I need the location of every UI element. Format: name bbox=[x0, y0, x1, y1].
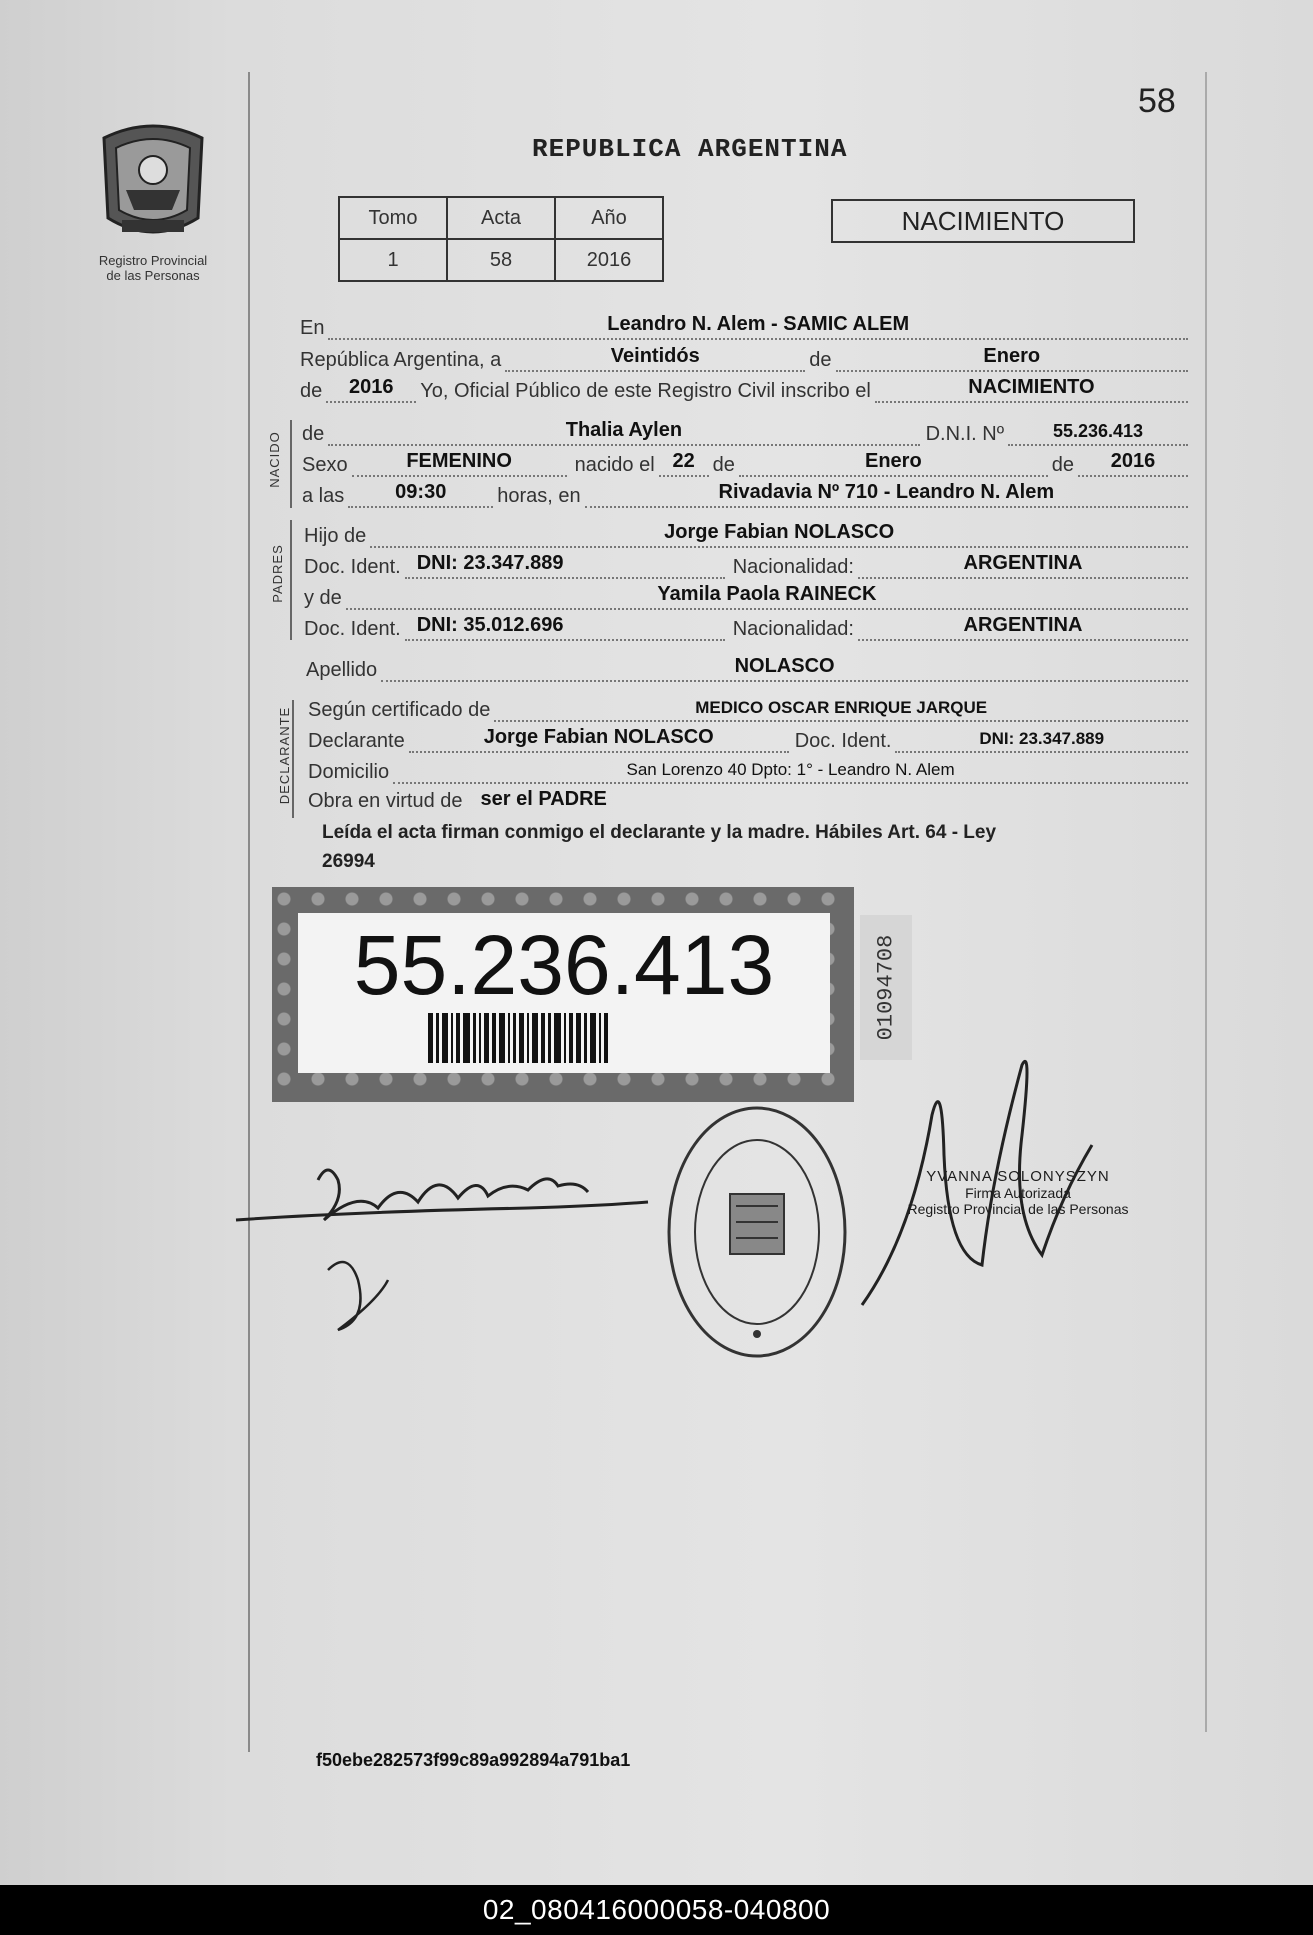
label-y-de: y de bbox=[304, 587, 342, 609]
barcode-bar bbox=[599, 1013, 601, 1063]
barcode-bar bbox=[532, 1013, 538, 1063]
barcode-bar bbox=[499, 1013, 505, 1063]
row-segun bbox=[308, 696, 1188, 722]
dni-sticker-label bbox=[298, 913, 830, 1073]
table-header-anio: Año bbox=[555, 197, 663, 239]
barcode-bar bbox=[473, 1013, 476, 1063]
value-dni: 55.236.413 bbox=[1052, 421, 1144, 441]
right-margin-line bbox=[1205, 72, 1207, 1732]
registry-table bbox=[338, 196, 664, 282]
row-obra bbox=[308, 789, 1188, 813]
value-madre-nac: ARGENTINA bbox=[963, 614, 1083, 636]
official-role: Firma Autorizada bbox=[965, 1185, 1071, 1201]
label-domicilio: Domicilio bbox=[308, 761, 390, 783]
barcode-bar bbox=[451, 1013, 453, 1063]
logo-caption-line2: de las Personas bbox=[106, 268, 200, 283]
closing-note-line2: 26994 bbox=[322, 851, 375, 872]
value-declarante: Jorge Fabian NOLASCO bbox=[483, 726, 714, 748]
dni-sticker-number: 55.236.413 bbox=[353, 918, 775, 1012]
barcode-bar bbox=[604, 1013, 608, 1063]
barcode-bar bbox=[519, 1013, 524, 1063]
label-nacido-el: nacido el bbox=[574, 454, 655, 476]
barcode-bar bbox=[569, 1013, 573, 1063]
value-hora: 09:30 bbox=[395, 481, 447, 503]
label-apellido: Apellido bbox=[306, 659, 378, 681]
label-doc-ident-padre: Doc. Ident. bbox=[304, 556, 401, 578]
label-de-mes-nac: de bbox=[712, 454, 735, 476]
table-header-tomo: Tomo bbox=[339, 197, 447, 239]
barcode-bar bbox=[463, 1013, 470, 1063]
barcode-bar bbox=[428, 1013, 433, 1063]
value-obra: ser el PADRE bbox=[480, 788, 607, 810]
label-nacionalidad-madre: Nacionalidad: bbox=[732, 618, 854, 640]
footer-bar bbox=[0, 1885, 1313, 1935]
registry-logo bbox=[92, 118, 214, 283]
padres-bracket bbox=[290, 520, 292, 640]
nacido-bracket bbox=[290, 420, 292, 508]
label-nacionalidad-padre: Nacionalidad: bbox=[732, 556, 854, 578]
document-title: REPUBLICA ARGENTINA bbox=[532, 134, 848, 164]
table-header-acta: Acta bbox=[447, 197, 555, 239]
page-number: 58 bbox=[1138, 82, 1176, 120]
barcode-bar bbox=[541, 1013, 545, 1063]
sticker-side-code-text: 01094708 bbox=[873, 934, 899, 1041]
barcode-bar bbox=[554, 1013, 561, 1063]
value-anio: 2016 bbox=[349, 376, 394, 398]
barcode-bar bbox=[584, 1013, 587, 1063]
value-sexo: FEMENINO bbox=[406, 450, 512, 472]
barcode-bar bbox=[590, 1013, 596, 1063]
row-declarante bbox=[308, 727, 1188, 753]
label-obra: Obra en virtud de bbox=[308, 790, 463, 812]
value-certificado: MEDICO OSCAR ENRIQUE JARQUE bbox=[695, 698, 988, 717]
barcode-bar bbox=[442, 1013, 448, 1063]
row-domicilio bbox=[308, 758, 1188, 784]
barcode-bar bbox=[576, 1013, 581, 1063]
label-de-mes: de bbox=[809, 349, 832, 371]
barcode-bar bbox=[508, 1013, 510, 1063]
value-padre: Jorge Fabian NOLASCO bbox=[664, 521, 895, 543]
value-anio-nac: 2016 bbox=[1110, 450, 1156, 472]
dni-sticker bbox=[272, 887, 854, 1102]
label-doc-ident-madre: Doc. Ident. bbox=[304, 618, 401, 640]
row-padre bbox=[304, 522, 1188, 548]
value-lugar: Leandro N. Alem - SAMIC ALEM bbox=[607, 313, 910, 335]
barcode bbox=[428, 1013, 718, 1063]
label-sexo: Sexo bbox=[302, 454, 348, 476]
barcode-bar bbox=[527, 1013, 529, 1063]
label-de-nombre: de bbox=[302, 423, 325, 445]
value-padre-doc: DNI: 23.347.889 bbox=[416, 552, 564, 574]
value-domicilio: San Lorenzo 40 Dpto: 1° - Leandro N. Alem bbox=[626, 760, 955, 779]
row-padre-doc bbox=[304, 553, 1188, 579]
label-oficial: Yo, Oficial Público de este Registro Civil inscribo el bbox=[420, 380, 871, 402]
label-declarante: Declarante bbox=[308, 730, 405, 752]
barcode-bar bbox=[479, 1013, 481, 1063]
barcode-bar bbox=[513, 1013, 516, 1063]
left-margin-line bbox=[248, 72, 250, 1752]
row-nombre bbox=[302, 420, 1188, 446]
value-apellido: NOLASCO bbox=[734, 655, 835, 677]
value-dia-texto: Veintidós bbox=[610, 345, 700, 367]
table-value-acta: 58 bbox=[447, 239, 555, 281]
declarant-signature bbox=[228, 1150, 668, 1350]
value-lugar-nac: Rivadavia Nº 710 - Leandro N. Alem bbox=[718, 481, 1055, 503]
barcode-bar bbox=[548, 1013, 551, 1063]
barcode-bar bbox=[492, 1013, 496, 1063]
table-value-tomo: 1 bbox=[339, 239, 447, 281]
value-mes: Enero bbox=[983, 345, 1041, 367]
barcode-bar bbox=[456, 1013, 460, 1063]
label-a-las: a las bbox=[302, 485, 345, 507]
value-declarante-doc: DNI: 23.347.889 bbox=[979, 729, 1105, 748]
barcode-bar bbox=[436, 1013, 439, 1063]
label-doc-ident-declarante: Doc. Ident. bbox=[794, 730, 892, 752]
side-label-nacido: NACIDO bbox=[266, 431, 282, 488]
official-name: YVANNA SOLONYSZYN bbox=[926, 1168, 1110, 1185]
value-padre-nac: ARGENTINA bbox=[963, 552, 1083, 574]
value-dia-nac: 22 bbox=[672, 450, 695, 472]
barcode-bar bbox=[564, 1013, 566, 1063]
label-dni: D.N.I. Nº bbox=[925, 423, 1004, 445]
registry-stamp bbox=[664, 1102, 850, 1362]
value-mes-nac: Enero bbox=[864, 450, 922, 472]
footer-code: 02_080416000058-040800 bbox=[482, 1894, 831, 1925]
row-anio bbox=[300, 377, 1188, 403]
sticker-side-code bbox=[860, 915, 912, 1060]
table-value-anio: 2016 bbox=[555, 239, 663, 281]
value-madre: Yamila Paola RAINECK bbox=[657, 583, 877, 605]
label-republica: República Argentina, a bbox=[300, 349, 502, 371]
logo-caption-line1: Registro Provincial bbox=[98, 253, 208, 268]
row-madre bbox=[304, 584, 1188, 610]
closing-note bbox=[322, 818, 1172, 876]
value-madre-doc: DNI: 35.012.696 bbox=[416, 614, 564, 636]
side-label-padres: PADRES bbox=[269, 544, 285, 603]
row-apellido bbox=[306, 656, 1188, 682]
label-horas-en: horas, en bbox=[497, 485, 581, 507]
label-hijo-de: Hijo de bbox=[304, 525, 367, 547]
official-office: Registro Provincial de las Personas bbox=[907, 1201, 1129, 1217]
label-de-anio-nac: de bbox=[1051, 454, 1074, 476]
barcode-bar bbox=[484, 1013, 489, 1063]
side-label-declarante: DECLARANTE bbox=[277, 706, 293, 805]
label-de-anio: de bbox=[300, 380, 323, 402]
document-hash: f50ebe282573f99c89a992894a791ba1 bbox=[316, 1750, 631, 1770]
label-segun: Según certificado de bbox=[308, 699, 491, 721]
coat-of-arms-icon bbox=[92, 118, 214, 248]
row-en bbox=[300, 314, 1188, 340]
label-en: En bbox=[300, 317, 325, 339]
row-hora bbox=[302, 482, 1188, 508]
row-madre-doc bbox=[304, 615, 1188, 641]
declarante-bracket bbox=[292, 700, 294, 818]
row-republica bbox=[300, 346, 1188, 372]
official-block bbox=[898, 1168, 1138, 1217]
row-sexo bbox=[302, 451, 1188, 477]
closing-note-line1: Leída el acta firman conmigo el declarante y la madre. Hábiles Art. 64 - Ley bbox=[322, 822, 997, 843]
value-acto: NACIMIENTO bbox=[968, 376, 1095, 398]
record-type-box: NACIMIENTO bbox=[831, 199, 1135, 243]
value-nombre: Thalia Aylen bbox=[565, 419, 683, 441]
